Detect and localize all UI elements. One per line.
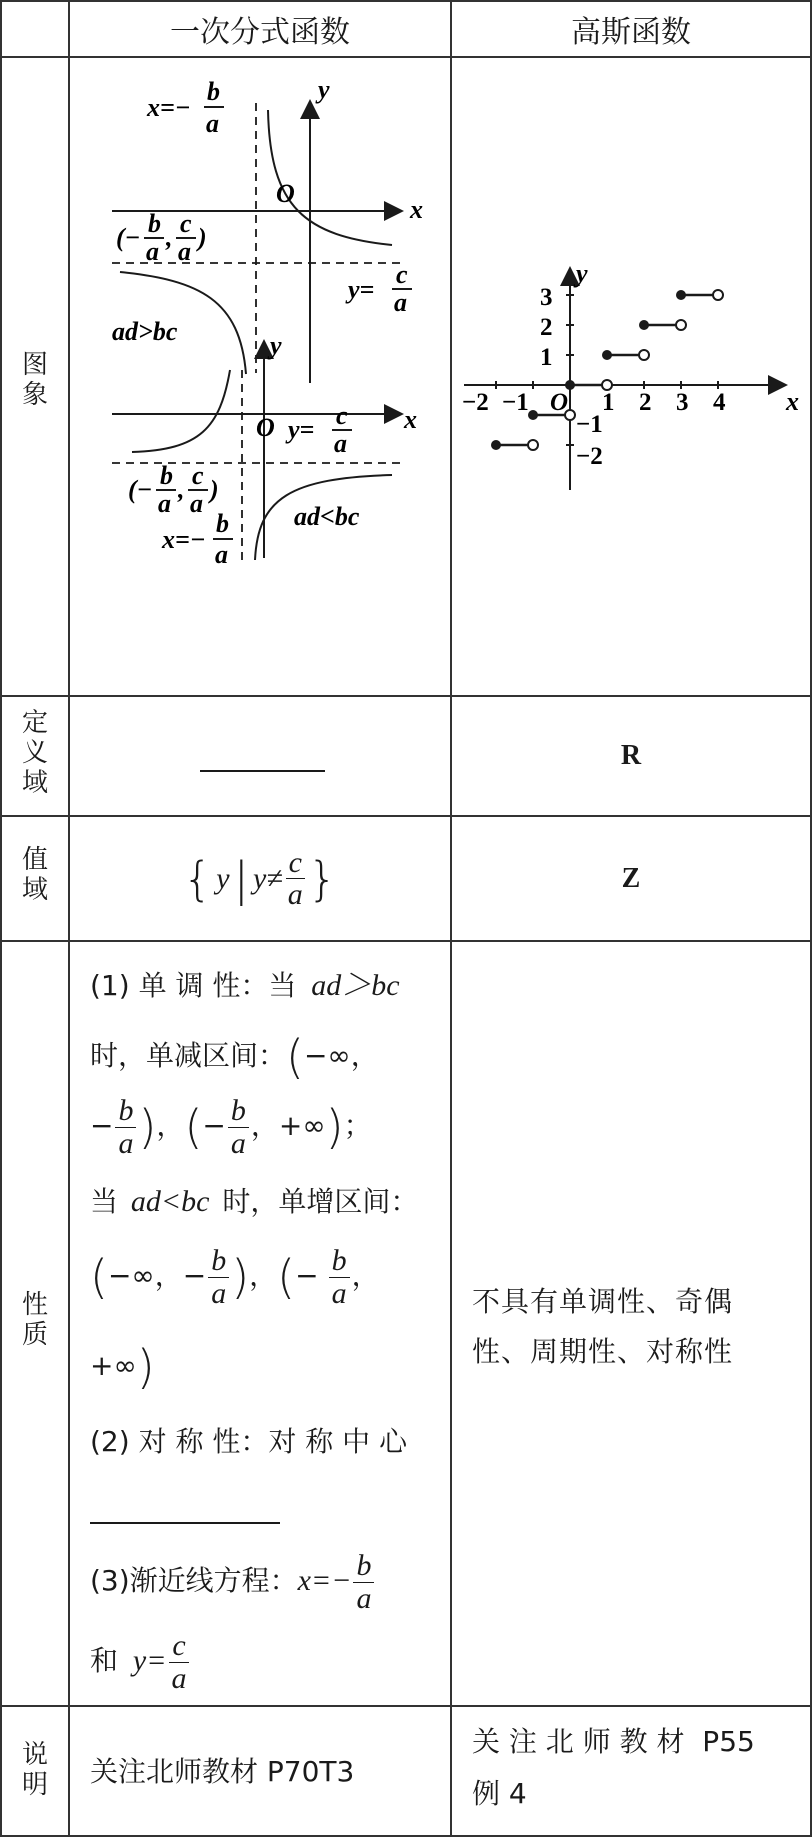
gauss-steps — [491, 290, 723, 450]
gauss-closed-point-3 — [676, 290, 686, 300]
bottom-center-close: ) — [210, 475, 219, 504]
rational-function-graphs — [70, 58, 450, 695]
prop-line-1: (1) 单 调 性：当 ad＞bc — [90, 969, 400, 1002]
row-label-properties: 性质 — [22, 1290, 49, 1350]
top-origin-label: O — [276, 179, 295, 208]
gauss-function-graph — [452, 58, 810, 695]
gauss-ytick--1: −1 — [576, 411, 603, 438]
range-expr: y≠ — [253, 861, 283, 895]
prop-line-7: (2) 对 称 性：对 称 中 心 — [90, 1425, 408, 1458]
bottom-asym-x-lhs: x=− — [162, 525, 206, 554]
bottom-asym-x-b: b — [216, 509, 229, 538]
gauss-y-label: y — [576, 259, 588, 288]
top-y-label: y — [318, 75, 330, 104]
gauss-closed-point-1 — [602, 350, 612, 360]
bottom-curve-left-branch — [132, 370, 230, 452]
bottom-asym-y-c: c — [336, 401, 348, 430]
bottom-center-c: c — [192, 461, 204, 490]
header-col1: 一次分式函数 — [170, 15, 350, 50]
gauss-closed-point--1 — [528, 410, 538, 420]
bottom-asym-y-lhs: y= — [288, 415, 315, 444]
top-center-b: b — [148, 209, 161, 238]
row-label-notes: 说明 — [22, 1740, 49, 1800]
gauss-xtick--1: −1 — [502, 389, 529, 416]
row-label-range: 值域 — [22, 845, 49, 905]
gauss-xtick-4: 4 — [713, 389, 726, 416]
prop-gauss-line-1: 不具有单调性、奇偶 — [472, 1285, 734, 1318]
notes-rational: 关注北师教材 P70T3 — [90, 1755, 355, 1788]
top-condition: ad>bc — [112, 317, 178, 346]
prop-line-10: 和 y= $\frac{c}{a}$ — [90, 1630, 450, 1694]
gauss-xtick-1: 1 — [602, 389, 615, 416]
top-asym-y-lhs: y= — [348, 275, 375, 304]
top-x-label: x — [410, 195, 423, 224]
top-asym-y-a: a — [394, 288, 407, 317]
range-row-separator — [0, 940, 812, 942]
gauss-closed-point--2 — [491, 440, 501, 450]
notes-gauss-line-2: 例 4 — [472, 1777, 527, 1810]
gauss-closed-point-2 — [639, 320, 649, 330]
top-center-close: ) — [198, 223, 207, 252]
top-asym-x-lhs: x=− — [147, 93, 191, 122]
notes-gauss-line-1: 关 注 北 师 教 材 P55 — [472, 1725, 755, 1758]
gauss-ticks — [496, 295, 718, 445]
prop-line-6: +∞) — [90, 1340, 155, 1394]
table-bottom-border — [0, 1835, 812, 1837]
gauss-ytick-3: 3 — [540, 284, 553, 311]
range-bar: | — [233, 851, 250, 906]
table-left-border — [0, 0, 2, 1837]
gauss-open-point-1 — [639, 350, 649, 360]
top-center-c: c — [180, 209, 192, 238]
row-label-graph: 图象 — [22, 350, 49, 410]
bottom-center-a1: a — [158, 489, 171, 518]
gauss-open-point-3 — [713, 290, 723, 300]
prop-line-9: (3)渐近线方程：x=− $\frac{b}{a}$ — [90, 1550, 450, 1614]
range-frac-a: a — [287, 878, 303, 911]
properties-row-separator — [0, 1705, 812, 1707]
top-asym-x-b: b — [207, 77, 220, 106]
gauss-ytick-2: 2 — [540, 314, 553, 341]
prop-line-4: 当 ad<bc 时，单增区间： — [90, 1185, 419, 1218]
gauss-open-point--2 — [528, 440, 538, 450]
top-center-a2: a — [178, 237, 191, 266]
gauss-xtick-2: 2 — [639, 389, 652, 416]
gauss-xtick--2: −2 — [462, 389, 489, 416]
header-col2: 高斯函数 — [571, 15, 691, 50]
bottom-center-comma: , — [178, 475, 185, 504]
range-gauss: Z — [621, 862, 641, 894]
top-asym-x-a: a — [206, 109, 219, 138]
bottom-asym-y-a: a — [334, 429, 347, 458]
gauss-xtick-3: 3 — [676, 389, 689, 416]
top-center-comma: , — [166, 223, 173, 252]
top-center-a1: a — [146, 237, 159, 266]
gauss-origin-label: O — [550, 389, 569, 416]
domain-blank[interactable] — [200, 770, 325, 772]
range-rational — [70, 817, 450, 940]
bottom-asym-x-a: a — [215, 540, 228, 569]
gauss-x-label: x — [786, 387, 799, 416]
domain-gauss: R — [620, 740, 642, 771]
prop-line-2: 时，单减区间：(−∞， — [90, 1030, 379, 1084]
bottom-condition: ad<bc — [294, 502, 360, 531]
top-curve-right-branch — [268, 110, 392, 245]
row-label-domain: 定义域 — [22, 708, 49, 798]
gauss-ytick--2: −2 — [576, 443, 603, 470]
prop-line-3: − $\frac{b}{a}$ )，(− $\frac{b}{a}$ ，+∞)； — [90, 1094, 372, 1160]
symmetry-center-blank[interactable] — [90, 1522, 280, 1524]
prop-line-5: (−∞，− $\frac{b}{a}$ )，(− $\frac{b}{a}$ ， — [90, 1244, 380, 1310]
top-asym-y-c: c — [396, 260, 408, 289]
range-rbrace: } — [307, 851, 338, 906]
gauss-open-point-2 — [676, 320, 686, 330]
bottom-center-b: b — [160, 461, 173, 490]
gauss-ytick-1: 1 — [540, 344, 553, 371]
bottom-y-label: y — [270, 331, 282, 360]
range-lbrace: { — [182, 851, 213, 906]
bottom-origin-label: O — [256, 413, 275, 442]
range-y: y — [216, 861, 230, 895]
top-center-open: (− — [116, 223, 141, 252]
prop-gauss-line-2: 性、周期性、对称性 — [472, 1335, 734, 1368]
range-frac-c: c — [286, 847, 305, 880]
bottom-center-open: (− — [128, 475, 153, 504]
bottom-center-a2: a — [190, 489, 203, 518]
bottom-x-label: x — [404, 405, 417, 434]
